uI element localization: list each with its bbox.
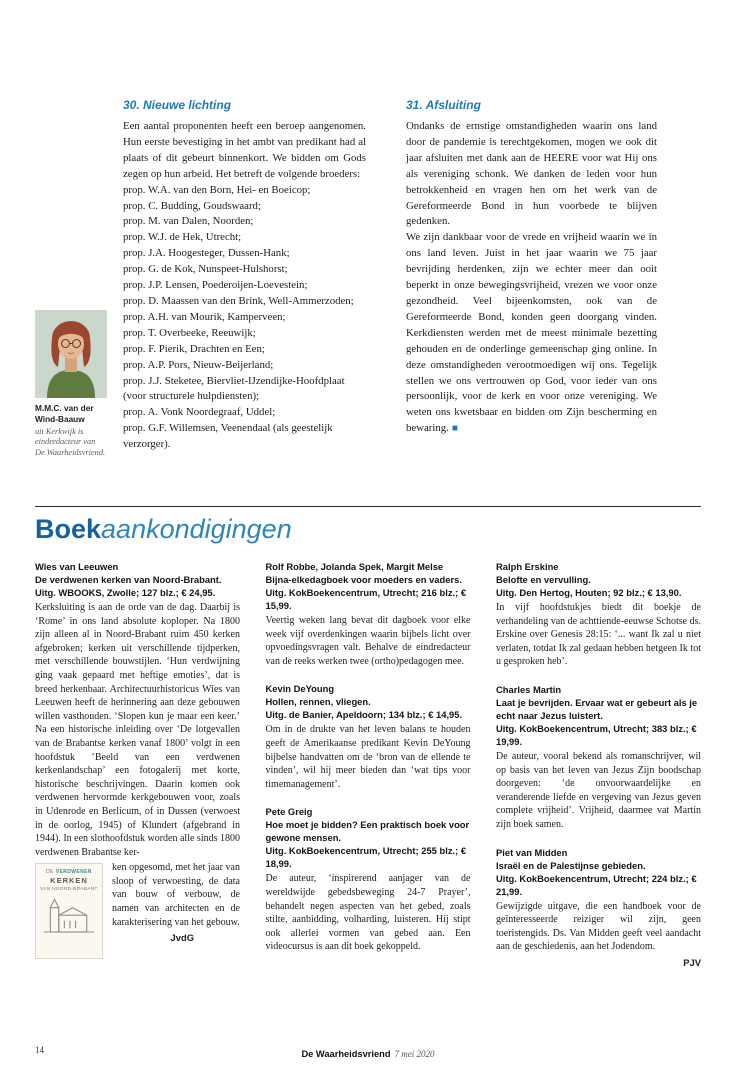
book-title: Bijna-elkedagboek voor moeders en vaders. <box>265 574 462 585</box>
photo-caption-text: uit Kerkwijk is eindredacteur van De Waarheidsvriend. <box>35 426 106 457</box>
book-title: De verdwenen kerken van Noord-Brabant. <box>35 574 222 585</box>
section-31-paragraph-2-text: We zijn dankbaar voor de vrede en vrijheid waarin we in ons land leven. Juist in het jaar waarin we 75 jaar bevrijding herdenken, zijn we echter meer dan ooit beperkt in onze bewegingsvrijheid, vrezen we voor onze gezondheid. Veel bijeenkomsten, ook van de Gereformeerde Bond, konden geen doorgang vinden. Kerkdiensten werden met de meest minimale bezetting gehouden en de onderlinge gemeenschap ging online. In deze omstandigheden verootmoedigen wij ons. Tegelijk stellen we ons vertrouwen op God, voor ieder van ons persoonlijk, voor de kerk en voor onze vereniging. We weten ons kwetsbaar en bidden om Zijn bescherming en bewaring. <box>406 231 657 435</box>
book-author: Wies van Leeuwen <box>35 561 119 572</box>
proponent-item: prop. G.F. Willemsen, Veenendaal (als geestelijk verzorger). <box>123 422 333 451</box>
book-column-2 <box>266 560 471 982</box>
page-number: 14 <box>35 1045 44 1055</box>
cover-title-line3: VAN NOORD-BRABANT <box>40 886 98 892</box>
proponent-item: prop. W.J. de Hek, Utrecht; <box>123 231 242 244</box>
book-publisher: Uitg. KokBoekencentrum, Utrecht; 383 blz.; € 19,99. <box>496 722 697 747</box>
books-title-italic: aankondigingen <box>101 514 292 544</box>
photo-caption-name: M.M.C. van der Wind-Baauw <box>35 403 94 424</box>
section-heading-31: 31. Afsluiting <box>406 98 481 112</box>
book-author: Charles Martin <box>496 683 562 695</box>
section-30-intro: Een aantal proponenten heeft een beroep aangenomen. Hun eerste bevestiging in het ambt van predikant had al plaats of dit gebeurt binnenkort. We bidden om Gods zegen op hun arbeid. Het betreft de volgende broeders: <box>123 120 366 180</box>
book-title: Belofte en vervulling. <box>496 574 591 585</box>
book-review-text: In vijf hoofdstukjes biedt dit boekje de verhandeling van de achttiende-eeuwse Schotse ds. Erskine over Genesis 28:15: ‘... want Ik zal u niet verlaten, totdat Ik zal gedaan hebben hetgeen Ik tot u gesproken heb’. <box>496 602 701 668</box>
section-31-paragraph-1: Ondanks de ernstige omstandigheden waarin ons land door de pandemie is terechtgekomen, mogen we ook dit jaar afsluiten met dank aan de HEERE voor wat Hij ons als vereniging schonk. We danken de leden voor hun betrokkenheid en vragen hen om het werk van de Gereformeerde Bond in hun voorbede te blijven gedenken. <box>406 120 657 228</box>
end-of-article-icon: ■ <box>451 423 458 435</box>
section-heading-30: 30. Nieuwe lichting <box>123 98 232 112</box>
book-title: Hoe moet je bidden? Een praktisch boek voor gewone mensen. <box>265 819 470 844</box>
book-title: Laat je bevrijden. Ervaar wat er gebeurt als je echt naar Jezus luistert. <box>496 696 698 721</box>
proponent-item: prop. W.A. van den Born, Hei- en Boeicop; <box>123 183 311 196</box>
page-footer <box>35 1044 701 1058</box>
editor-portrait-block <box>35 310 107 458</box>
church-sketch-icon <box>41 895 97 941</box>
proponents-list <box>123 183 366 453</box>
cover-word-de: DE <box>46 869 54 876</box>
section-31-paragraph-2 <box>406 230 657 437</box>
book-publisher: Uitg. KokBoekencentrum, Utrecht; 224 blz.; € 21,99. <box>496 872 697 897</box>
book-review-text: Gewijzigde uitgave, die een handboek voor de geïnteresseerde reiziger wil zijn, geen toeristengids. Ds. Van Midden geeft veel aandacht aan de geschiedenis, aan het Jodendom. <box>496 900 701 953</box>
book-publisher: Uitg. WBOOKS, Zwolle; 127 blz.; € 24,95. <box>35 587 216 598</box>
article-column-left <box>123 98 366 453</box>
book-review <box>496 683 701 832</box>
book-review-text-wrapped: ken opgesomd, met het jaar van sloop of verwoesting, de data van bouw of verbouw, de namen van architecten en de karakterisering van het gebouw. <box>112 862 240 928</box>
book-review-text: Om in de drukte van het leven balans te houden geeft de Amerikaanse predikant Kevin DeYoung bijbelse handvatten om de ‘bron van de ellende te vinden’, wil hij meer bieden dan ‘wat tips voor timemanagement’. <box>265 724 471 790</box>
book-review-text: Kerksluiting is aan de orde van de dag. Daarbij is ‘Rome’ in ons land absolute koploper. Na 1800 zijn alleen al in Noord-Brabant ruim 450 kerken afgebroken; kerken uit verschillende tijdperken, met verschillende bouwstijlen. ‘Hun verdwijning ging vaak gepaard met heftige emoties’, dat is breed herkenbaar. Architectuurhistoricus Wies van Leeuwen heeft de herinnering aan deze gebouwen willen vasthouden. ‘Slopen kun je maar een keer.’ Na een historische inleiding over ‘De lotgevallen van de Brabantse kerken vanaf 1800’ volgt in een hoofdstuk ‘Beeld van een verdwenen kerkenlandschap’ een fotogalerij met korte, historische beschrijvingen. Daarin komen ook verdwenen hervormde kerkgebouwen voor, zoals in Udenrode en Berlicum, of in Dussen (verwoest in de oorlog, 1945) of Klundert (afgebrand in 1944). In een slothoofdstuk worden alle sinds 1800 verdwenen Brabantse ker- <box>35 602 240 858</box>
book-review <box>266 682 471 791</box>
book-title: Israël en de Palestijnse gebieden. <box>496 859 646 871</box>
book-review <box>496 846 701 968</box>
proponent-item: prop. D. Maassen van den Brink, Well-Ammerzoden; <box>123 294 354 307</box>
proponent-item: prop. A. Vonk Noordegraaf, Uddel; <box>123 406 276 419</box>
proponent-item: prop. M. van Dalen, Noorden; <box>123 215 254 228</box>
proponent-item: prop. J.A. Hoogesteger, Dussen-Hank; <box>123 247 290 260</box>
proponent-item: prop. T. Overbeeke, Reeuwijk; <box>123 326 256 339</box>
book-publisher: Uitg. de Banier, Apeldoorn; 134 blz.; € 14,95. <box>265 709 463 721</box>
book-author: Piet van Midden <box>496 846 568 858</box>
proponent-item: prop. F. Pierik, Drachten en Een; <box>123 342 265 355</box>
cover-word-verdwenen: VERDWENEN <box>55 869 92 876</box>
proponent-item: prop. A.H. van Mourik, Kamperveen; <box>123 310 286 323</box>
book-author: Ralph Erskine <box>496 561 559 572</box>
book-announcements-section <box>35 506 701 982</box>
book-publisher: Uitg. KokBoekencentrum, Utrecht; 216 blz.; € 15,99. <box>265 587 467 611</box>
magazine-name: De Waarheidsvriend <box>301 1049 391 1059</box>
reviewer-initials: PJV <box>683 956 701 968</box>
book-title: Hollen, rennen, vliegen. <box>265 696 371 708</box>
cover-title-line2: KERKEN <box>50 876 88 886</box>
book-cover-image <box>35 863 103 959</box>
reviewer-initials: JvdG <box>170 932 194 944</box>
book-author: Kevin DeYoung <box>265 683 335 695</box>
book-author: Rolf Robbe, Jolanda Spek, Margit Melse <box>265 561 444 572</box>
book-author: Pete Greig <box>265 806 313 818</box>
book-review-text: Veertig weken lang bevat dit dagboek voor elke week vijf overdenkingen waarin bijbels licht over opvoedingsvragen valt. Behalve de eindredacteur van de reeks werken twee (ortho)pedagogen mee. <box>265 615 471 667</box>
cover-title-line1 <box>39 869 99 875</box>
proponent-item: prop. J.P. Lensen, Poederoijen-Loevestein; <box>123 279 308 292</box>
book-column-3 <box>496 560 701 982</box>
editor-portrait-photo <box>35 310 107 398</box>
book-review <box>266 805 471 954</box>
article-sections <box>123 98 657 453</box>
book-review <box>35 560 240 943</box>
review-wrap-zone <box>35 861 240 943</box>
book-review-text: De auteur, vooral bekend als romanschrijver, wil op basis van het leven van Jezus Zijn boodschap doorgeven: ‘de onvoorwaardelijke en veranderende liefde en vergeving van Jezus geven complete vrijheid’. Vrijheid, daarmee vat Martin zijn boek samen. <box>496 750 701 830</box>
proponent-item: prop. J.J. Steketee, Biervliet-IJzendijke-Hoofdplaat (voor structurele hulpdiensten); <box>123 374 345 403</box>
books-title-bold: Boek <box>35 514 102 544</box>
book-publisher: Uitg. Den Hertog, Houten; 92 blz.; € 13,90. <box>496 587 682 598</box>
proponent-item: prop. A.P. Pors, Nieuw-Beijerland; <box>123 358 274 371</box>
book-column-1 <box>35 560 240 982</box>
book-review <box>496 560 701 669</box>
proponent-item: prop. C. Budding, Goudswaard; <box>123 199 261 212</box>
issue-date: 7 mei 2020 <box>394 1049 435 1059</box>
book-review <box>266 560 471 668</box>
book-publisher: Uitg. KokBoekencentrum, Utrecht; 255 blz.; € 18,99. <box>265 845 467 870</box>
book-review-text: De auteur, ‘inspirerend aanjager van de wereldwijde gebedsbeweging 24-7 Prayer’, behandelt negen aspecten van het gebed, zoals stilte, aanbidding, volharding, luisteren. Hij stipt ook allerlei vormen van gebed aan. Een videocursus is aan dit boek gekoppeld. <box>265 873 471 953</box>
proponent-item: prop. G. de Kok, Nunspeet-Hulshorst; <box>123 263 288 276</box>
footer-center <box>35 1044 701 1062</box>
books-section-title <box>35 507 701 544</box>
article-column-right <box>406 98 657 453</box>
book-columns <box>35 560 701 982</box>
